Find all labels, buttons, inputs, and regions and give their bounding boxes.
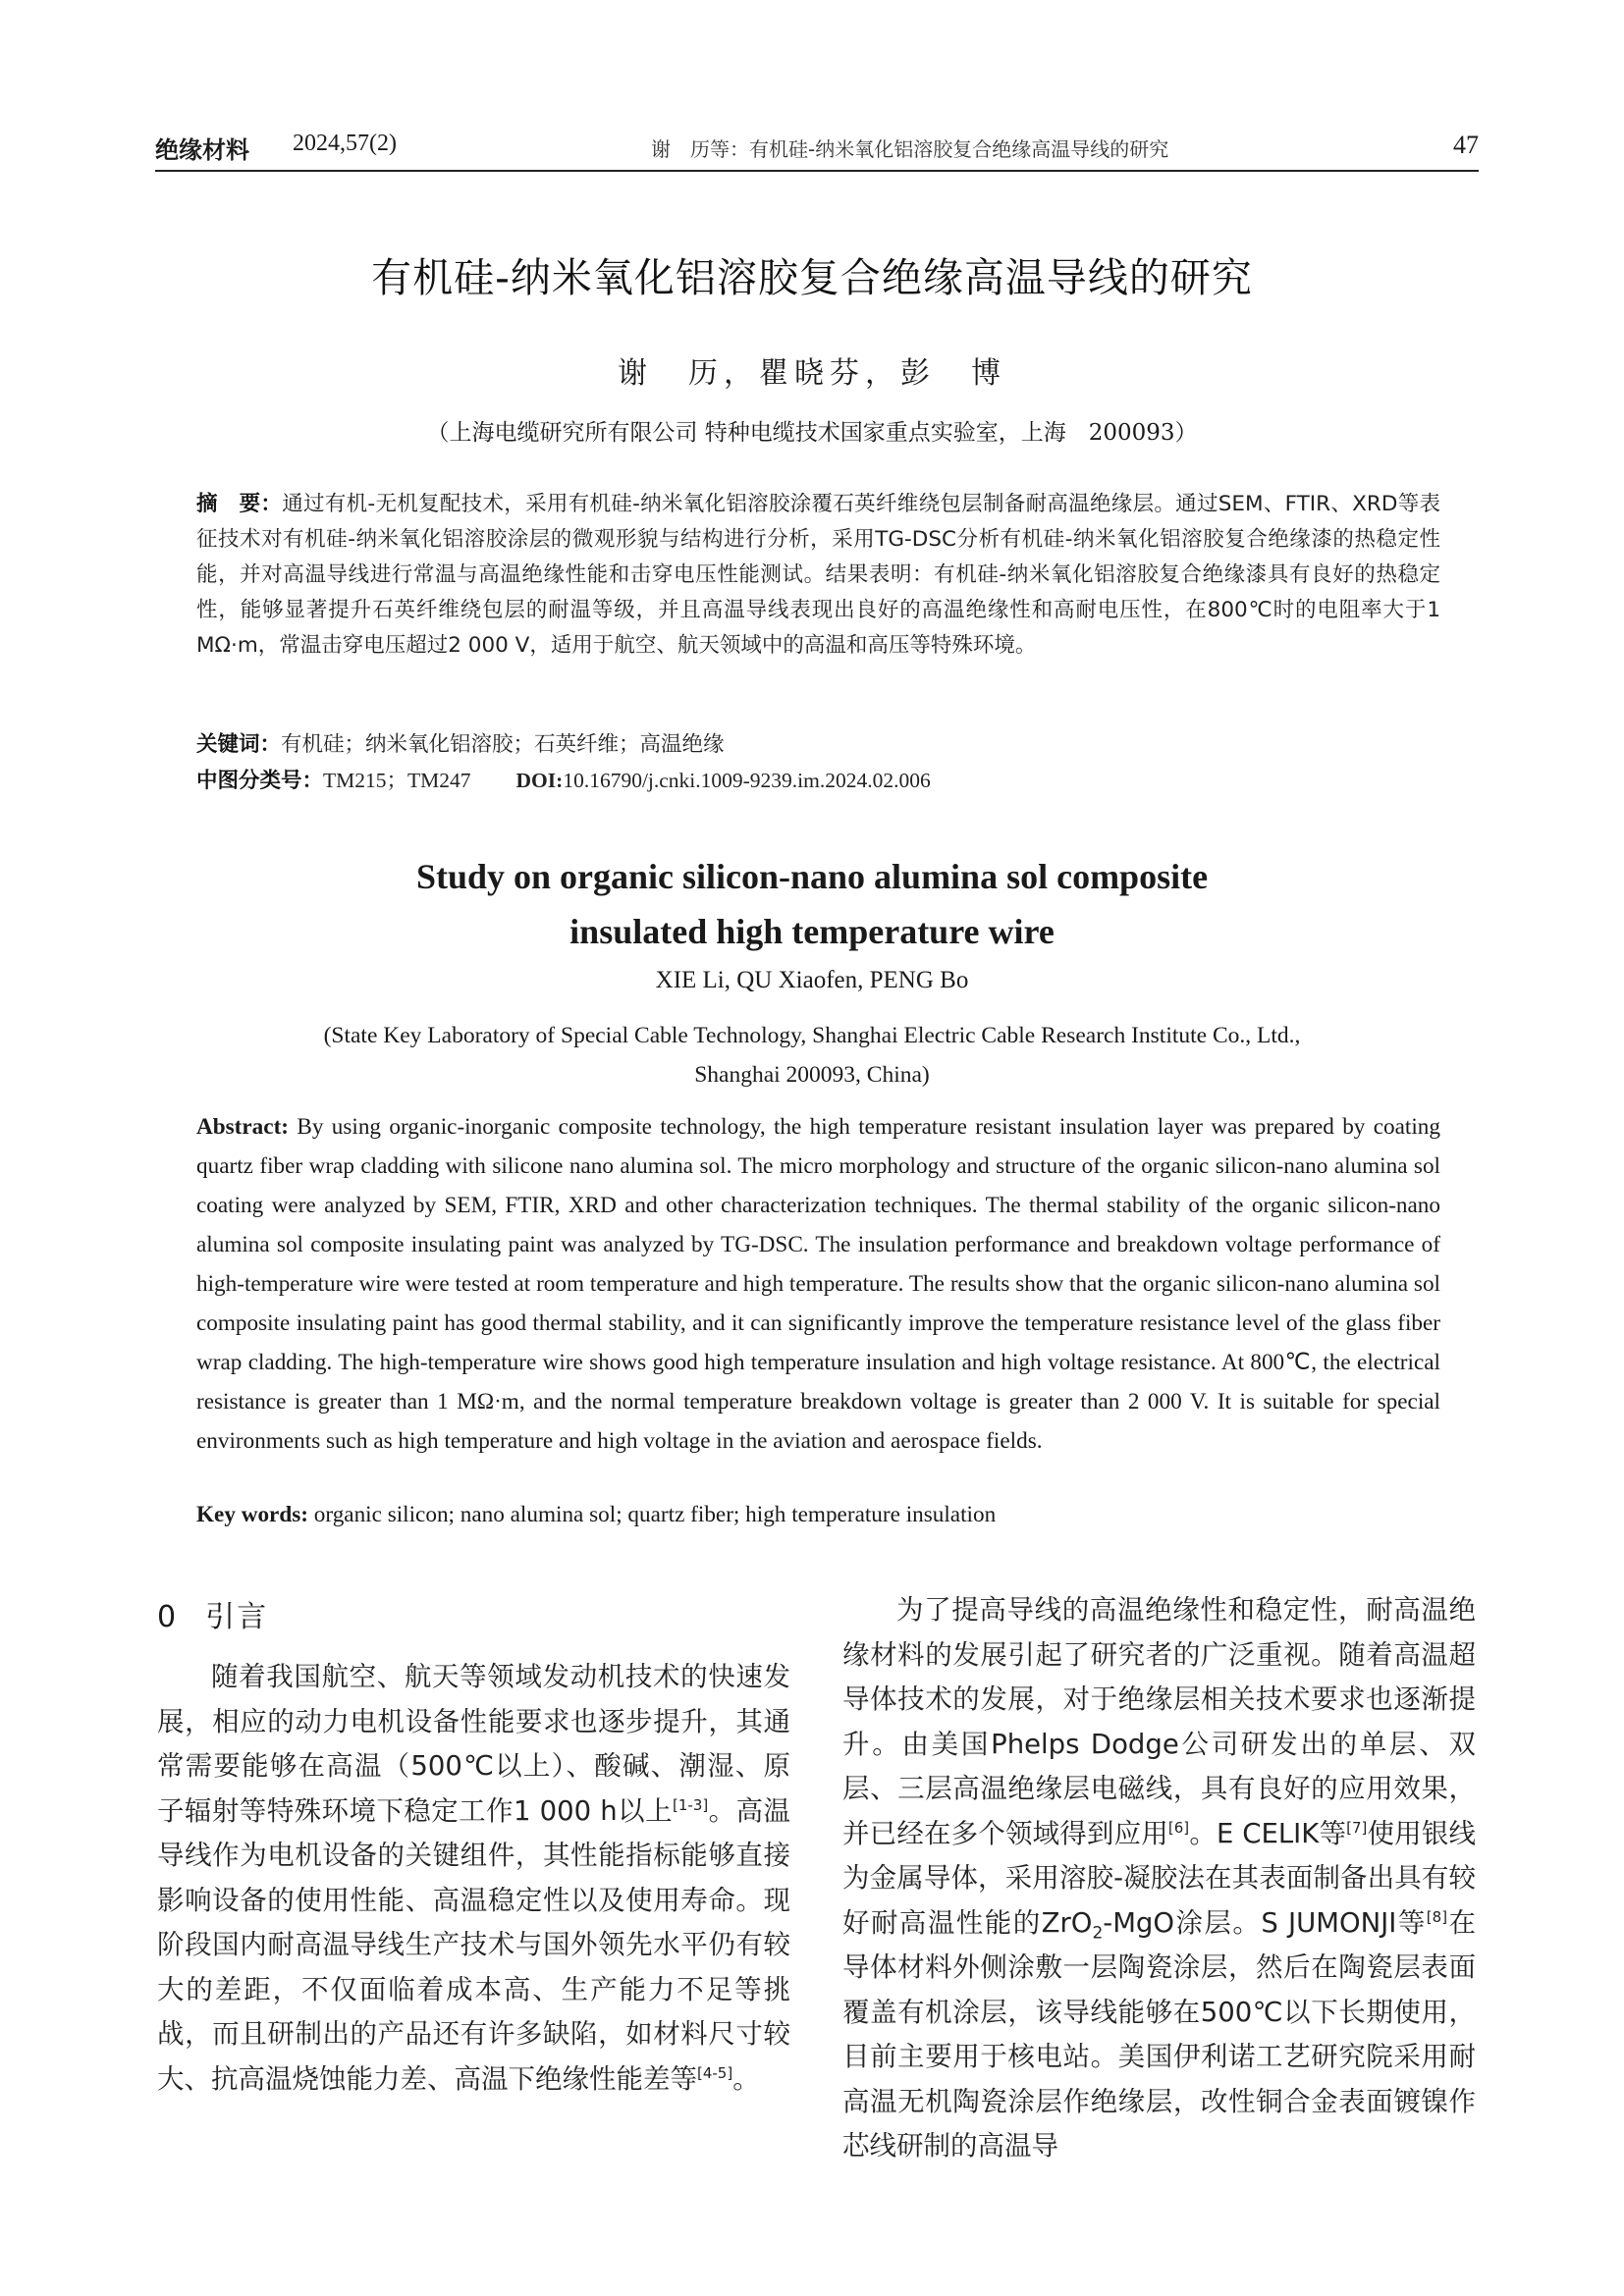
keywords-en-text: organic silicon; nano alumina sol; quartz fiber; high temperature insulation <box>308 1502 997 1527</box>
running-header <box>155 131 1479 170</box>
body-paragraph <box>842 1588 1476 2169</box>
body-text: 使用银线为金属导体，采用溶胶-凝胶法在其表面制备出具有较好耐高温性能的ZrO <box>842 1817 1476 1939</box>
affiliation-en <box>226 1016 1398 1095</box>
authors-en: XIE Li, QU Xiaofen, PENG Bo <box>655 967 969 993</box>
keywords-en-label: Key words: <box>196 1502 308 1527</box>
citation-ref[interactable]: [4-5] <box>697 2063 733 2082</box>
title-en-line-2: insulated high temperature wire <box>569 912 1055 951</box>
keywords-en <box>196 1502 1440 1528</box>
section-number: 0 <box>157 1600 179 1634</box>
body-column-left <box>157 1655 790 2102</box>
journal-name: 绝缘材料 <box>155 136 249 164</box>
keywords-zh-label: 关键词： <box>196 732 282 757</box>
body-text: 。高温导线作为电机设备的关键组件，其性能指标能够直接影响设备的使用性能、高温稳定性以及使用寿命。现阶段国内耐高温导线生产技术与国外领先水平仍有较大的差距，不仅面临着成本高、生产能力不足等挑战，而且研制出的产品还有许多缺陷，如材料尺寸较大、抗高温烧蚀能力差、高温下绝缘性能差等 <box>157 1794 791 2095</box>
abstract-en <box>196 1107 1440 1461</box>
citation-ref[interactable]: [1-3] <box>673 1795 709 1814</box>
section-title: 引言 <box>205 1600 269 1634</box>
abstract-en-label: Abstract: <box>196 1114 290 1140</box>
keywords-zh <box>196 727 1440 758</box>
body-text: 在导体材料外侧涂敷一层陶瓷涂层，然后在陶瓷层表面覆盖有机涂层，该导线能够在500℃以下长期使用，目前主要用于核电站。美国伊利诺工艺研究院采用耐高温无机陶瓷涂层作绝缘层，改性铜合金表面镀镍作芯线研制的高温导 <box>842 1906 1476 2162</box>
affiliation-zh: （上海电缆研究所有限公司 特种电缆技术国家重点实验室，上海 200093） <box>426 420 1198 446</box>
citation-ref[interactable]: [6] <box>1167 1818 1190 1837</box>
affiliation-en-line-2: Shanghai 200093, China) <box>694 1062 930 1088</box>
title-en-line-1: Study on organic silicon-nano alumina sol composite <box>415 857 1209 896</box>
body-text: 为了提高导线的高温绝缘性和稳定性，耐高温绝缘材料的发展引起了研究者的广泛重视。随着高温超导体技术的发展，对于绝缘层相关技术要求也逐渐提升。由美国Phelps Dodge公司研发出的单层、双层、三层高温绝缘层电磁线，具有良好的应用效果，并已经在多个领域得到应用 <box>842 1594 1476 1849</box>
abstract-en-text: By using organic-inorganic composite technology, the high temperature resistant insulation layer was prepared by coating quartz fiber wrap cladding with silicone nano alumina sol. The micro morphology and structure of the organic silicon-nano alumina sol coating were analyzed by SEM, FTIR, XRD and other characterization techniques. The thermal stability of the organic silicon-nano alumina sol composite insulating paint was analyzed by TG-DSC. The insulation performance and breakdown voltage performance of high-temperature wire were tested at room temperature and high temperature. The results show that the organic silicon-nano alumina sol composite insulating paint has good thermal stability, and it can significantly improve the temperature resistance level of the glass fiber wrap cladding. The high-temperature wire shows good high temperature insulation and high voltage resistance. At 800℃, the electrical resistance is greater than 1 MΩ·m, and the normal temperature breakdown voltage is greater than 2 000 V. It is suitable for special environments such as high temperature and high voltage in the aviation and aerospace fields. <box>196 1114 1440 1454</box>
classification-line <box>196 764 1440 794</box>
journal-issue: 2024,57(2) <box>293 131 397 156</box>
body-text: 随着我国航空、航天等领域发动机技术的快速发展，相应的动力电机设备性能要求也逐步提升，其通常需要能够在高温（500℃以上）、酸碱、潮湿、原子辐射等特殊环境下稳定工作1 000 h以上 <box>157 1661 790 1827</box>
doi-label: DOI: <box>515 769 564 792</box>
header-rule <box>155 170 1479 172</box>
article-title-zh: 有机硅-纳米氧化铝溶胶复合绝缘高温导线的研究 <box>371 254 1253 301</box>
section-heading-introduction <box>157 1592 268 1635</box>
authors-zh: 谢 历，瞿晓芬，彭 博 <box>618 356 1006 391</box>
body-paragraph <box>157 1655 790 2102</box>
classification-label: 中图分类号： <box>196 769 324 793</box>
body-text: 。 <box>732 2062 760 2095</box>
body-column-right <box>842 1588 1476 2169</box>
article-title-en <box>0 849 1624 959</box>
body-text: -MgO涂层。S JUMONJI等 <box>1103 1906 1427 1939</box>
citation-ref[interactable]: [8] <box>1426 1907 1448 1926</box>
subscript: 2 <box>1092 1923 1104 1943</box>
body-text: 。E CELIK等 <box>1189 1817 1347 1849</box>
doi-value: 10.16790/j.cnki.1009-9239.im.2024.02.006 <box>563 769 931 792</box>
affiliation-en-line-1: (State Key Laboratory of Special Cable Technology, Shanghai Electric Cable Research Institute Co., Ltd., <box>323 1023 1301 1048</box>
abstract-zh <box>196 487 1440 664</box>
abstract-zh-label: 摘 要： <box>196 492 283 516</box>
abstract-zh-text: 通过有机-无机复配技术，采用有机硅-纳米氧化铝溶胶涂覆石英纤维绕包层制备耐高温绝缘层。通过SEM、FTIR、XRD等表征技术对有机硅-纳米氧化铝溶胶涂层的微观形貌与结构进行分析，采用TG-DSC分析有机硅-纳米氧化铝溶胶复合绝缘漆的热稳定性能，并对高温导线进行常温与高温绝缘性能和击穿电压性能测试。结果表明：有机硅-纳米氧化铝溶胶复合绝缘漆具有良好的热稳定性，能够显著提升石英纤维绕包层的耐温等级，并且高温导线表现出良好的高温绝缘性和高耐电压性，在800℃时的电阻率大于1 MΩ·m，常温击穿电压超过2 000 V，适用于航空、航天领域中的高温和高压等特殊环境。 <box>196 492 1440 658</box>
page-number: 47 <box>1453 131 1479 159</box>
running-title: 谢 历等：有机硅-纳米氧化铝溶胶复合绝缘高温导线的研究 <box>651 137 1169 161</box>
classification-value: TM215；TM247 <box>323 769 471 792</box>
citation-ref[interactable]: [7] <box>1346 1818 1368 1837</box>
keywords-zh-text: 有机硅；纳米氧化铝溶胶；石英纤维；高温绝缘 <box>281 732 725 757</box>
